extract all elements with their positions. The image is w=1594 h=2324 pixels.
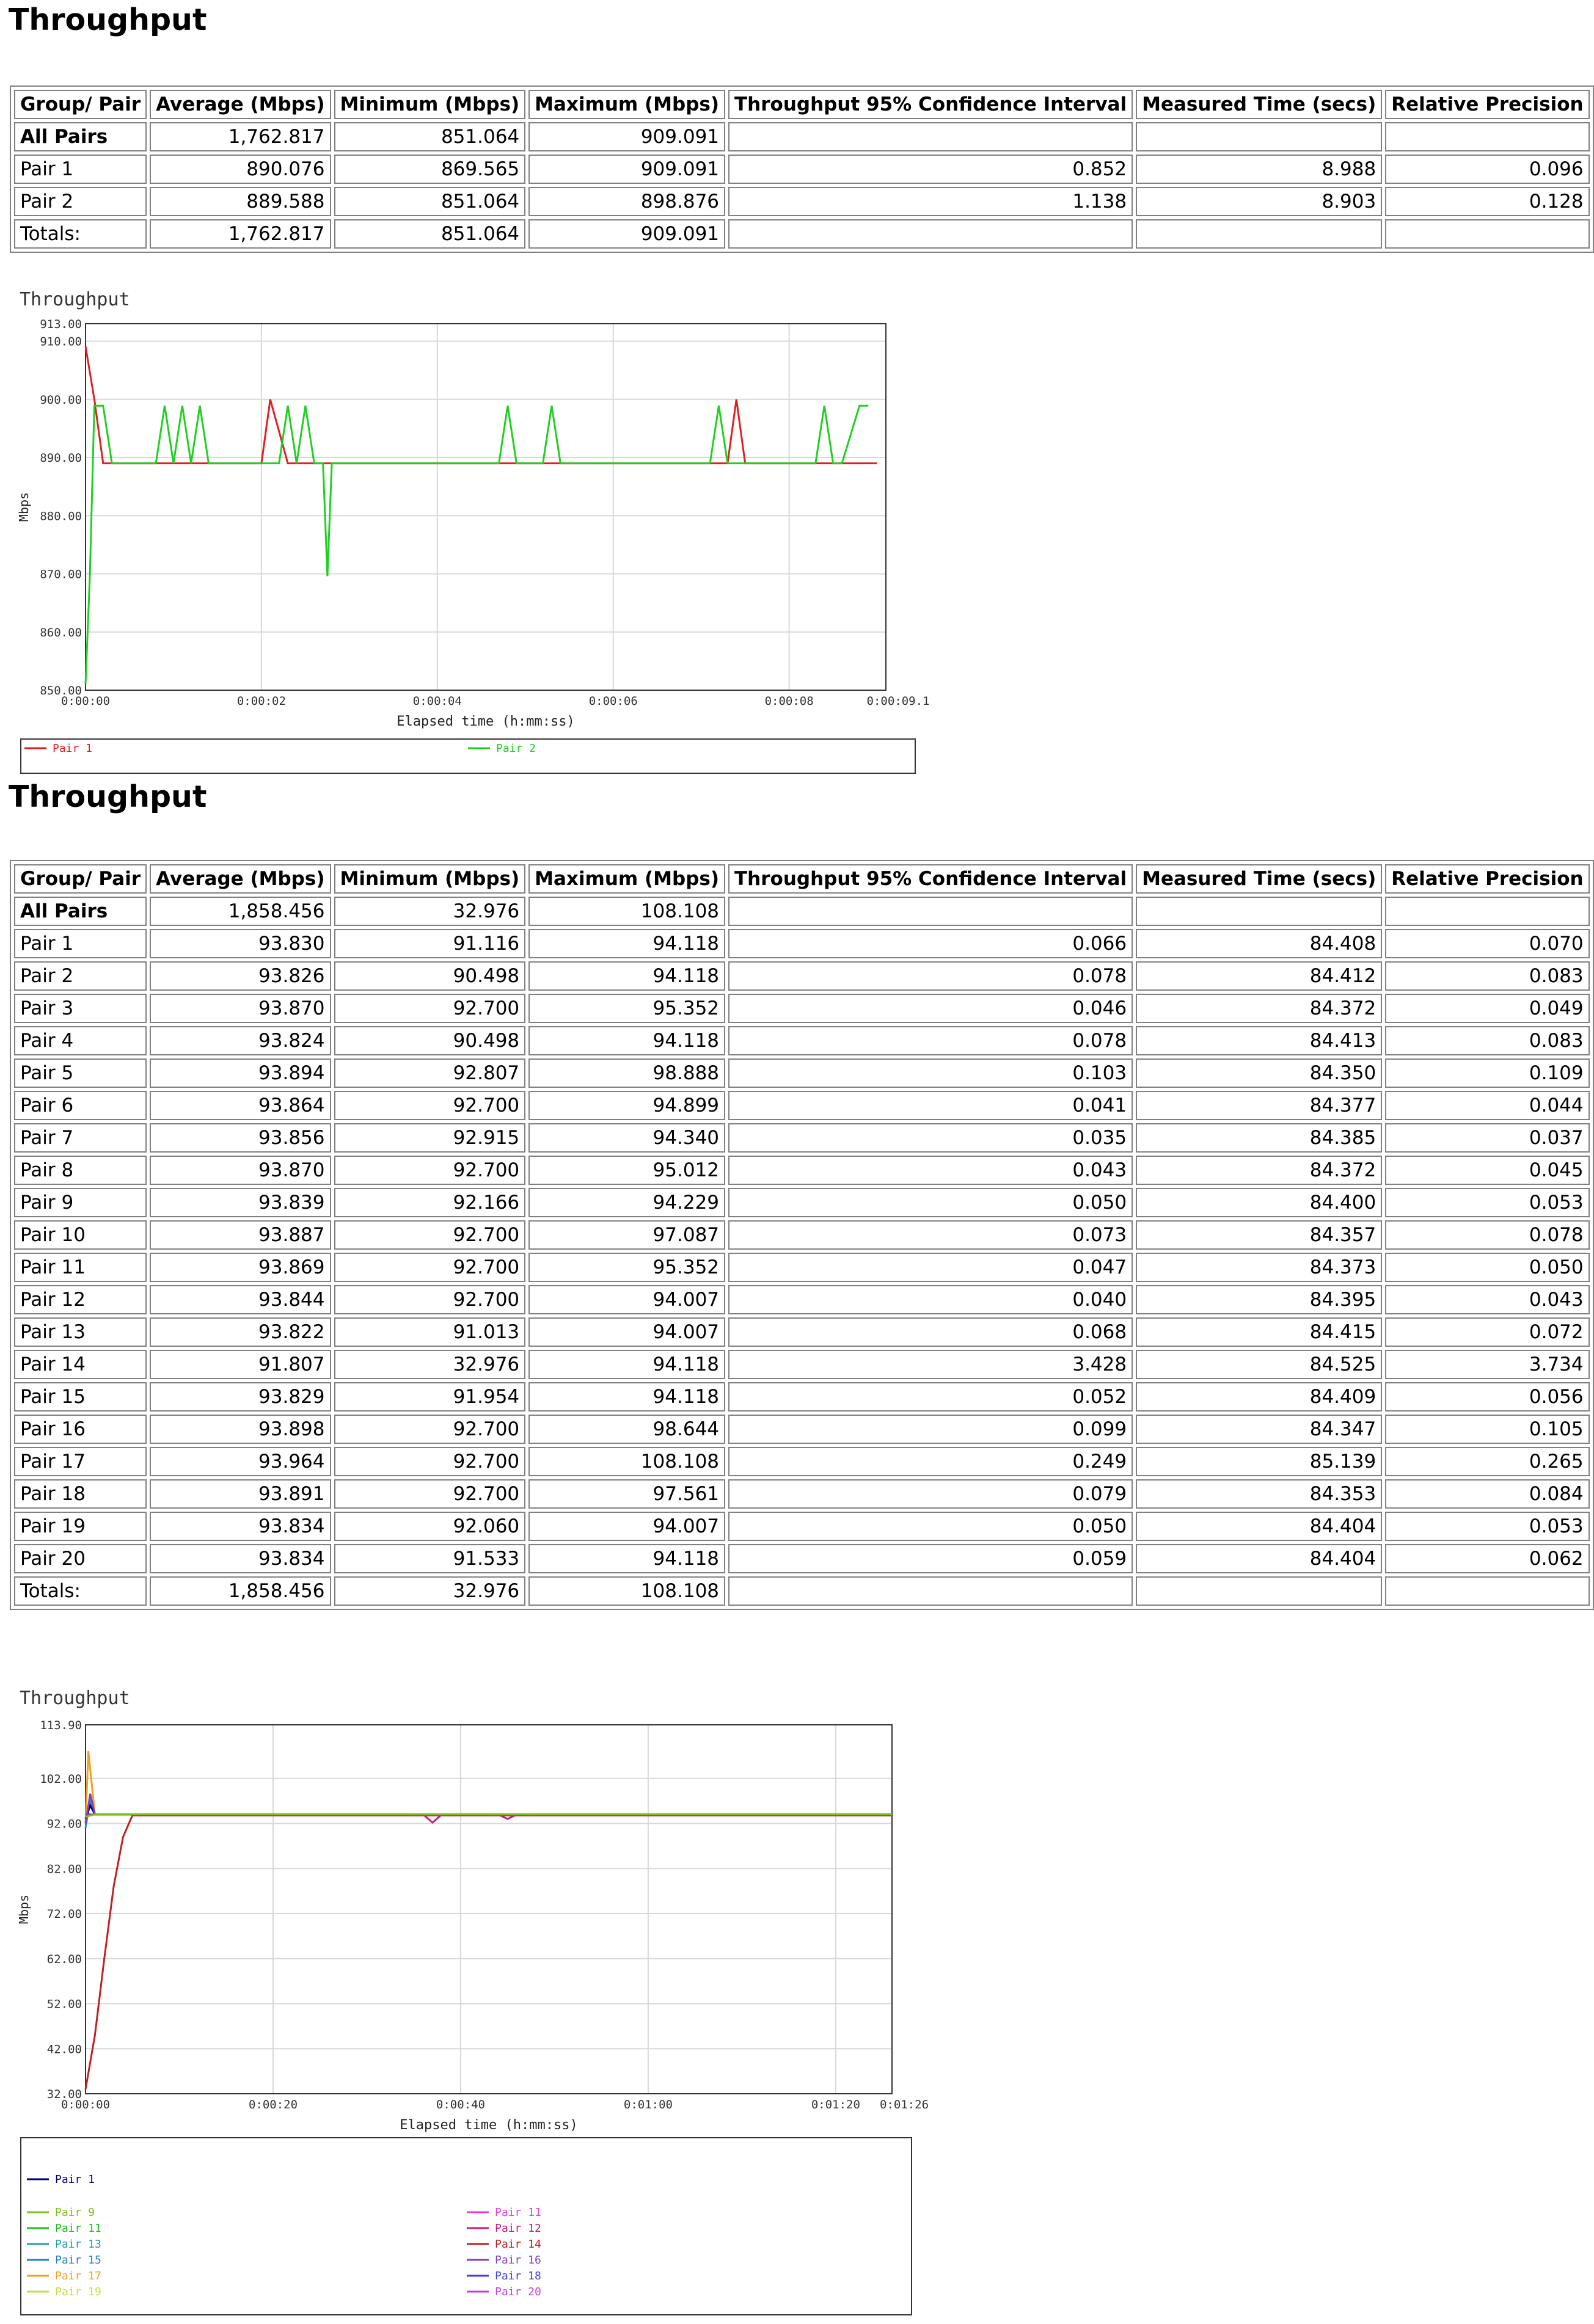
- table-cell: 94.118: [528, 1350, 725, 1379]
- table-row: [14, 155, 1590, 184]
- table-cell: 0.128: [1385, 187, 1589, 216]
- table-cell: [1385, 219, 1589, 249]
- y-tick-label: 72.00: [46, 1907, 82, 1921]
- table-cell: 91.013: [334, 1317, 526, 1347]
- y-tick-label: 113.90: [40, 1719, 82, 1732]
- table-cell: 0.052: [728, 1382, 1133, 1412]
- table-cell: 909.091: [528, 219, 725, 249]
- table-cell: 84.350: [1136, 1058, 1382, 1088]
- table-cell: 93.964: [150, 1447, 331, 1476]
- legend-label: Pair 20: [495, 2286, 541, 2298]
- row-label: Pair 13: [14, 1317, 147, 1347]
- x-tick-label: 0:00:02: [236, 694, 286, 708]
- table-row: [14, 994, 1590, 1023]
- series-line-pair-16: [86, 1794, 892, 1824]
- table-cell: 32.976: [334, 1576, 526, 1606]
- table-row: [14, 1479, 1590, 1509]
- table-cell: 92.700: [334, 1447, 526, 1476]
- section-1-title: Throughput: [9, 2, 207, 37]
- row-label: Pair 9: [14, 1188, 147, 1217]
- table-cell: 0.078: [728, 1026, 1133, 1055]
- table-cell: 93.887: [150, 1220, 331, 1250]
- table-cell: 108.108: [528, 897, 725, 926]
- table-cell: 0.852: [728, 155, 1133, 184]
- x-tick-label: 0:00:04: [412, 694, 462, 708]
- series-line-pair-2: [86, 406, 868, 683]
- table-cell: 0.035: [728, 1123, 1133, 1153]
- table-cell: 0.066: [728, 929, 1133, 958]
- table-row: [14, 1512, 1590, 1541]
- y-tick-label: 850.00: [40, 684, 82, 698]
- column-header: Throughput 95% Confidence Interval: [728, 90, 1133, 119]
- table-cell: 94.118: [528, 1026, 725, 1055]
- column-header: Relative Precision: [1385, 90, 1589, 119]
- row-label: Pair 17: [14, 1447, 147, 1476]
- row-label: Pair 6: [14, 1091, 147, 1120]
- row-label: Pair 19: [14, 1512, 147, 1541]
- table-row: [14, 122, 1590, 151]
- table-cell: 0.050: [1385, 1253, 1589, 1282]
- table-cell: 0.105: [1385, 1415, 1589, 1444]
- y-tick-label: 910.00: [40, 335, 82, 349]
- legend-label: Pair 17: [55, 2270, 101, 2282]
- table-cell: 95.352: [528, 994, 725, 1023]
- table-cell: 0.043: [1385, 1285, 1589, 1314]
- legend-label: Pair 1: [53, 742, 93, 755]
- table-cell: 91.954: [334, 1382, 526, 1412]
- table-cell: 1.138: [728, 187, 1133, 216]
- table-cell: 0.046: [728, 994, 1133, 1023]
- table-cell: 0.072: [1385, 1317, 1589, 1347]
- results-table-1: [10, 86, 1594, 253]
- y-tick-label: 62.00: [46, 1952, 82, 1966]
- table-cell: 91.533: [334, 1544, 526, 1573]
- table-row: [14, 187, 1590, 216]
- y-tick-label: 32.00: [46, 2088, 82, 2101]
- table-cell: 0.043: [728, 1156, 1133, 1185]
- table-cell: 0.265: [1385, 1447, 1589, 1476]
- table-cell: 851.064: [334, 122, 526, 151]
- table-row: [14, 219, 1590, 249]
- legend-label: Pair 1: [55, 2173, 95, 2186]
- table-cell: 0.050: [728, 1512, 1133, 1541]
- table-row: [14, 1253, 1590, 1282]
- table-cell: 0.109: [1385, 1058, 1589, 1088]
- table-cell: 0.103: [728, 1058, 1133, 1088]
- table-cell: 0.053: [1385, 1512, 1589, 1541]
- table-cell: 909.091: [528, 122, 725, 151]
- table-cell: 93.834: [150, 1512, 331, 1541]
- row-label: Pair 12: [14, 1285, 147, 1314]
- table-cell: 851.064: [334, 187, 526, 216]
- table-cell: 32.976: [334, 897, 526, 926]
- table-cell: 869.565: [334, 155, 526, 184]
- table-cell: [728, 897, 1133, 926]
- row-label: Pair 5: [14, 1058, 147, 1088]
- table-row: [14, 1058, 1590, 1088]
- table-row: [14, 1026, 1590, 1055]
- table-cell: 0.083: [1385, 1026, 1589, 1055]
- row-label: Pair 8: [14, 1156, 147, 1185]
- table-cell: 94.007: [528, 1285, 725, 1314]
- legend-label: Pair 18: [495, 2270, 541, 2282]
- table-cell: 0.050: [728, 1188, 1133, 1217]
- table-cell: 0.078: [1385, 1220, 1589, 1250]
- table-cell: 93.870: [150, 994, 331, 1023]
- legend-label: Pair 11: [495, 2206, 541, 2219]
- table-cell: 92.700: [334, 1415, 526, 1444]
- row-label: Pair 2: [14, 961, 147, 991]
- x-tick-label: 0:00:00: [60, 694, 111, 708]
- table-cell: [1136, 219, 1382, 249]
- table-cell: 84.404: [1136, 1544, 1382, 1573]
- x-tick-label: 0:01:00: [623, 2098, 673, 2111]
- table-cell: 93.829: [150, 1382, 331, 1412]
- table-cell: 8.903: [1136, 187, 1382, 216]
- x-tick-label: 0:01:20: [811, 2098, 860, 2111]
- table-cell: 3.734: [1385, 1350, 1589, 1379]
- column-header: Group/ Pair: [14, 90, 147, 119]
- row-label: Pair 15: [14, 1382, 147, 1412]
- table-cell: 92.700: [334, 1091, 526, 1120]
- y-tick-label: 52.00: [46, 1997, 82, 2011]
- column-header: Maximum (Mbps): [528, 864, 725, 894]
- series-line-pair-1: [86, 346, 877, 463]
- table-cell: 93.834: [150, 1544, 331, 1573]
- row-label: Pair 18: [14, 1479, 147, 1509]
- table-cell: 92.700: [334, 1253, 526, 1282]
- table-cell: 92.807: [334, 1058, 526, 1088]
- row-label: Pair 4: [14, 1026, 147, 1055]
- y-tick-label: 82.00: [46, 1862, 82, 1876]
- table-cell: [1385, 897, 1589, 926]
- x-tick-label: 0:00:08: [764, 694, 814, 708]
- table-row: [14, 1188, 1590, 1217]
- table-cell: 84.415: [1136, 1317, 1382, 1347]
- y-tick-label: 890.00: [40, 451, 82, 465]
- legend-label: Pair 19: [55, 2286, 101, 2298]
- legend-label: Pair 13: [55, 2238, 101, 2251]
- table-cell: 3.428: [728, 1350, 1133, 1379]
- plot-frame: [86, 324, 886, 690]
- table-cell: 0.062: [1385, 1544, 1589, 1573]
- column-header: Minimum (Mbps): [334, 90, 526, 119]
- table-cell: 94.340: [528, 1123, 725, 1153]
- table-cell: 8.988: [1136, 155, 1382, 184]
- results-table-2: [10, 860, 1594, 1610]
- table-row: [14, 961, 1590, 991]
- table-cell: 84.377: [1136, 1091, 1382, 1120]
- table-cell: 0.070: [1385, 929, 1589, 958]
- table-row: [14, 1382, 1590, 1412]
- table-cell: 92.700: [334, 1285, 526, 1314]
- table-cell: 0.045: [1385, 1156, 1589, 1185]
- table-row: [14, 897, 1590, 926]
- table-cell: 93.894: [150, 1058, 331, 1088]
- table-cell: 91.116: [334, 929, 526, 958]
- table-cell: 0.096: [1385, 155, 1589, 184]
- y-tick-label: 92.00: [46, 1817, 82, 1831]
- table-cell: 0.056: [1385, 1382, 1589, 1412]
- table-cell: 97.087: [528, 1220, 725, 1250]
- legend-box: [21, 2138, 912, 2315]
- legend-label: Pair 14: [495, 2238, 541, 2251]
- table-cell: [1136, 122, 1382, 151]
- table-cell: [1136, 897, 1382, 926]
- table-cell: 0.047: [728, 1253, 1133, 1282]
- table-cell: 909.091: [528, 155, 725, 184]
- table-cell: [1136, 1576, 1382, 1606]
- section-2-title: Throughput: [9, 779, 207, 814]
- column-header: Measured Time (secs): [1136, 90, 1382, 119]
- table-cell: 0.079: [728, 1479, 1133, 1509]
- table-cell: 93.870: [150, 1156, 331, 1185]
- legend-label: Pair 16: [495, 2254, 541, 2267]
- table-cell: 0.037: [1385, 1123, 1589, 1153]
- table-cell: 93.822: [150, 1317, 331, 1347]
- column-header: Throughput 95% Confidence Interval: [728, 864, 1133, 894]
- table-cell: 93.856: [150, 1123, 331, 1153]
- table-row: [14, 1285, 1590, 1314]
- table-cell: 93.844: [150, 1285, 331, 1314]
- table-cell: 0.044: [1385, 1091, 1589, 1120]
- table-row: [14, 1415, 1590, 1444]
- table-cell: 94.007: [528, 1512, 725, 1541]
- table-cell: 93.826: [150, 961, 331, 991]
- plot-frame: [86, 1725, 892, 2094]
- table-row: [14, 1317, 1590, 1347]
- table-cell: 93.824: [150, 1026, 331, 1055]
- table-cell: 84.408: [1136, 929, 1382, 958]
- row-label: Totals:: [14, 1576, 147, 1606]
- table-cell: 92.166: [334, 1188, 526, 1217]
- table-cell: 0.099: [728, 1415, 1133, 1444]
- table-cell: 91.807: [150, 1350, 331, 1379]
- table-cell: 0.040: [728, 1285, 1133, 1314]
- table-cell: 84.413: [1136, 1026, 1382, 1055]
- table-cell: 1,762.817: [150, 122, 331, 151]
- table-cell: [728, 122, 1133, 151]
- table-cell: 84.409: [1136, 1382, 1382, 1412]
- throughput-chart-2: [0, 1686, 929, 2321]
- table-cell: 94.229: [528, 1188, 725, 1217]
- table-cell: 0.073: [728, 1220, 1133, 1250]
- y-tick-label: 860.00: [40, 625, 82, 639]
- x-axis-label: Elapsed time (h:mm:ss): [397, 714, 575, 729]
- row-label: Pair 16: [14, 1415, 147, 1444]
- table-cell: 0.059: [728, 1544, 1133, 1573]
- table-cell: 93.898: [150, 1415, 331, 1444]
- table-cell: 851.064: [334, 219, 526, 249]
- table-cell: 95.352: [528, 1253, 725, 1282]
- y-tick-label: 880.00: [40, 509, 82, 523]
- table-row: [14, 1544, 1590, 1573]
- table-cell: 93.830: [150, 929, 331, 958]
- legend-label: Pair 15: [55, 2254, 101, 2267]
- table-cell: 84.357: [1136, 1220, 1382, 1250]
- row-label: Pair 3: [14, 994, 147, 1023]
- table-cell: 0.083: [1385, 961, 1589, 991]
- y-tick-label: 42.00: [46, 2042, 82, 2056]
- table-cell: 98.644: [528, 1415, 725, 1444]
- table-cell: 84.372: [1136, 1156, 1382, 1185]
- row-label: Pair 2: [14, 187, 147, 216]
- table-cell: 92.700: [334, 1156, 526, 1185]
- table-cell: 93.869: [150, 1253, 331, 1282]
- table-cell: 92.700: [334, 1220, 526, 1250]
- table-cell: 84.412: [1136, 961, 1382, 991]
- table-cell: 85.139: [1136, 1447, 1382, 1476]
- y-tick-label: 913.00: [40, 318, 82, 331]
- table-row: [14, 1350, 1590, 1379]
- table-cell: 84.372: [1136, 994, 1382, 1023]
- row-label: Pair 7: [14, 1123, 147, 1153]
- x-tick-label: 0:00:09.1: [866, 694, 930, 708]
- table-cell: [728, 1576, 1133, 1606]
- table-row: [14, 929, 1590, 958]
- table-cell: 92.700: [334, 994, 526, 1023]
- legend-label: Pair 11: [55, 2222, 101, 2235]
- table-cell: 84.404: [1136, 1512, 1382, 1541]
- table-cell: 94.118: [528, 1544, 725, 1573]
- x-tick-label: 0:00:00: [60, 2098, 111, 2111]
- table-cell: 84.385: [1136, 1123, 1382, 1153]
- table-cell: 94.007: [528, 1317, 725, 1347]
- table-cell: 92.915: [334, 1123, 526, 1153]
- chart-title: Throughput: [20, 289, 130, 310]
- x-axis-label: Elapsed time (h:mm:ss): [400, 2118, 578, 2133]
- column-header: Relative Precision: [1385, 864, 1589, 894]
- y-tick-label: 870.00: [40, 567, 82, 581]
- table-cell: 898.876: [528, 187, 725, 216]
- table-cell: 94.118: [528, 929, 725, 958]
- series-line-pair-17: [86, 1751, 892, 1824]
- table-cell: 94.118: [528, 1382, 725, 1412]
- table-row: [14, 1123, 1590, 1153]
- row-label: Pair 14: [14, 1350, 147, 1379]
- table-cell: [728, 219, 1133, 249]
- row-label: Pair 10: [14, 1220, 147, 1250]
- y-axis-label: Mbps: [16, 1894, 31, 1925]
- table-cell: 108.108: [528, 1576, 725, 1606]
- table-cell: 0.068: [728, 1317, 1133, 1347]
- table-cell: [1385, 1576, 1589, 1606]
- table-row: [14, 1156, 1590, 1185]
- table-cell: 108.108: [528, 1447, 725, 1476]
- table-cell: [1385, 122, 1589, 151]
- column-header: Maximum (Mbps): [528, 90, 725, 119]
- table-cell: 1,858.456: [150, 1576, 331, 1606]
- x-tick-label: 0:01:26: [879, 2098, 929, 2111]
- table-cell: 0.053: [1385, 1188, 1589, 1217]
- legend-label: Pair 12: [495, 2222, 541, 2235]
- row-label: Pair 1: [14, 929, 147, 958]
- table-cell: 93.891: [150, 1479, 331, 1509]
- table-cell: 1,858.456: [150, 897, 331, 926]
- y-tick-label: 900.00: [40, 393, 82, 407]
- table-cell: 1,762.817: [150, 219, 331, 249]
- row-label: Pair 11: [14, 1253, 147, 1282]
- table-cell: 97.561: [528, 1479, 725, 1509]
- row-label: Pair 1: [14, 155, 147, 184]
- legend-box: [21, 739, 915, 773]
- column-header: Group/ Pair: [14, 864, 147, 894]
- table-cell: 92.700: [334, 1479, 526, 1509]
- table-row: [14, 1447, 1590, 1476]
- table-cell: 94.118: [528, 961, 725, 991]
- row-label: All Pairs: [14, 122, 147, 151]
- table-cell: 94.899: [528, 1091, 725, 1120]
- table-cell: 889.588: [150, 187, 331, 216]
- table-cell: 0.249: [728, 1447, 1133, 1476]
- x-tick-label: 0:00:20: [248, 2098, 298, 2111]
- table-cell: 0.084: [1385, 1479, 1589, 1509]
- table-cell: 98.888: [528, 1058, 725, 1088]
- row-label: All Pairs: [14, 897, 147, 926]
- table-cell: 0.078: [728, 961, 1133, 991]
- legend-label: Pair 2: [496, 742, 536, 755]
- table-cell: 93.864: [150, 1091, 331, 1120]
- table-cell: 93.839: [150, 1188, 331, 1217]
- table-cell: 90.498: [334, 961, 526, 991]
- table-cell: 84.353: [1136, 1479, 1382, 1509]
- table-cell: 890.076: [150, 155, 331, 184]
- throughput-chart-1: [0, 287, 929, 782]
- table-cell: 95.012: [528, 1156, 725, 1185]
- column-header: Measured Time (secs): [1136, 864, 1382, 894]
- table-cell: 92.060: [334, 1512, 526, 1541]
- row-label: Totals:: [14, 219, 147, 249]
- y-tick-label: 102.00: [40, 1772, 82, 1786]
- table-cell: 84.347: [1136, 1415, 1382, 1444]
- x-tick-label: 0:00:06: [588, 694, 638, 708]
- table-cell: 84.400: [1136, 1188, 1382, 1217]
- row-label: Pair 20: [14, 1544, 147, 1573]
- table-cell: 90.498: [334, 1026, 526, 1055]
- table-row: [14, 1576, 1590, 1606]
- y-axis-label: Mbps: [16, 492, 31, 522]
- table-cell: 0.041: [728, 1091, 1133, 1120]
- legend-label: Pair 9: [55, 2206, 95, 2219]
- table-cell: 84.525: [1136, 1350, 1382, 1379]
- chart-title: Throughput: [20, 1688, 130, 1709]
- table-cell: 0.049: [1385, 994, 1589, 1023]
- column-header: Average (Mbps): [150, 90, 331, 119]
- column-header: Average (Mbps): [150, 864, 331, 894]
- x-tick-label: 0:00:40: [436, 2098, 485, 2111]
- column-header: Minimum (Mbps): [334, 864, 526, 894]
- series-line-pair-1: [86, 1805, 892, 1819]
- table-cell: 84.395: [1136, 1285, 1382, 1314]
- table-row: [14, 1220, 1590, 1250]
- table-row: [14, 1091, 1590, 1120]
- table-cell: 84.373: [1136, 1253, 1382, 1282]
- table-cell: 32.976: [334, 1350, 526, 1379]
